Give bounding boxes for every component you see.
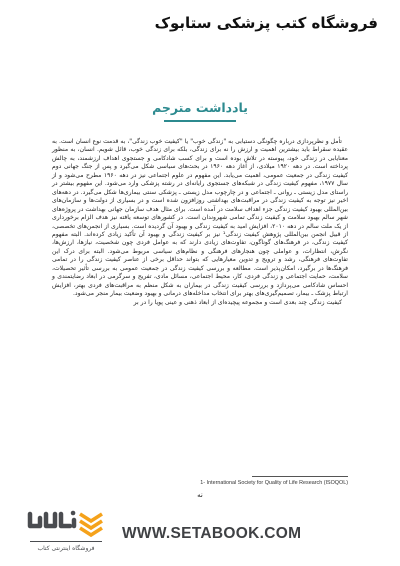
body-paragraph: تأمل و نظرپردازی درباره چگونگی دستیابی به "زندگی خوب" یا "کیفیت خوب زندگی"، به قدمت نوع انسان است. به عقیده سقراط باید بیشترین اهمیت و ارزش را نه برای زندگی، بلکه برای زندگی خوب، قائل شویم. انسان، به منظور معنایابی در زندگی خود، پیوسته در تلاش بوده است و برای کسب شادکامی و جستجوی اهداف ارزشمند، به چالش پرداخته است. در دهه ۱۹۲۰ میلادی، از آغاز دهه ۱۹۶۰ در بحث‌های سیاسی شکل می‌گیرد و پس از جنگ جهانی دوم کیفیت زندگی در جمعیت عمومی، اهمیت می‌یابد. این مفهوم در علوم اجتماعی نیز در دهه ۱۹۶۰ مطرح می‌شود و از سال ۱۹۷۷، مفهوم کیفیت زندگی در شبکه‌های جستجوی رایانه‌ای در رشته پزشکی وارد می‌شود. این مفهوم بیشتر در راستای مدل زیستی ـ روانی ـ اجتماعی و در چارچوب مدل زیستی ـ پزشکی سنتی بیماری‌ها شکل می‌گیرد. در دهه‌های اخیر نیز توجه به کیفیت زندگی در مراقبت‌های بهداشتی روزافزون شده است و در بسیاری از دولت‌ها و سازمان‌های بین‌المللی بهبود کیفیت زندگی جزء اهداف سلامت در آمده است. برای مثال هدف سازمان جهانی بهداشت در پروژه‌های شهر سالم بهبود سلامت و کیفیت زندگی تمامی شهروندان است. در کشورهای توسعه یافته نیز هدف الزام برخورداری از یک ملت سالم در دهه ۲۰۱۰، افزایش امید به کیفیت زندگی و بهبود آن گردیده است. بسیاری از انجمن‌های تخصصی، از قبیل انجمن بین‌المللی پژوهش کیفیت زندگی¹ نیز بر کیفیت زندگی و بهبود آن تأکید زیادی کرده‌اند. البته مفهوم کیفیت زندگی، در فرهنگ‌های گوناگون، تفاوت‌های زیادی دارند که به عوامل فردی چون شخصیت، نیازها، ارزش‌ها، نگرش، انتظارات، و عواملی چون هنجارهای فرهنگی و نظام‌های سیاسی مربوط می‌شود. البته برای درک این تفاوت‌های فرهنگی، رشد و ترویج و تدوین معیارهایی که بتواند حداقل برخی از عناصر کیفیت زندگی را در تمامی فرهنگ‌ها در برگیرد، امکان‌پذیر است. مطالعه و بررسی کیفیت زندگی در جمعیت عمومی به بررسی تأثیر تحصیلات، سلامت، حمایت اجتماعی و زندگی فردی، کار، محیط اجتماعی، مسائل مادی، تفریح و سرگرمی در ابعاد رضایتمندی و احساس شادکامی می‌پردازد و بررسی کیفیت زندگی در بیماران به شکل منظم به مراقبت‌های فردی بهتر، افزایش ارتباط پزشک ـ بیمار، تصمیم‌گیری‌های بهتر برای انتخاب مداخله‌های درمانی و بهبود وضعیت بیمار منجر می‌شود.: [52, 138, 349, 298]
body-paragraph: کیفیت زندگی چند بعدی است و مجموعه پیچیده‌ای از ابعاد ذهنی و عینی پویا را در بر: [133, 298, 342, 306]
stacked-books-icon: [24, 508, 110, 554]
store-header-title: فروشگاه کتب پزشکی ستابوک: [154, 14, 378, 32]
setabook-logo: [24, 508, 110, 554]
title-underline: [164, 120, 236, 122]
page-number: نه: [197, 491, 203, 499]
footnote: 1- International Society for Quality of Life Research (ISOQOL): [200, 480, 348, 486]
section-title: یادداشت مترجم: [152, 100, 248, 115]
logo-tagline: فروشگاه اینترنتی کتاب: [37, 545, 95, 552]
site-url: WWW.SETABOOK.COM: [122, 525, 302, 542]
footnote-divider: [252, 476, 348, 477]
body-text: [52, 138, 348, 307]
